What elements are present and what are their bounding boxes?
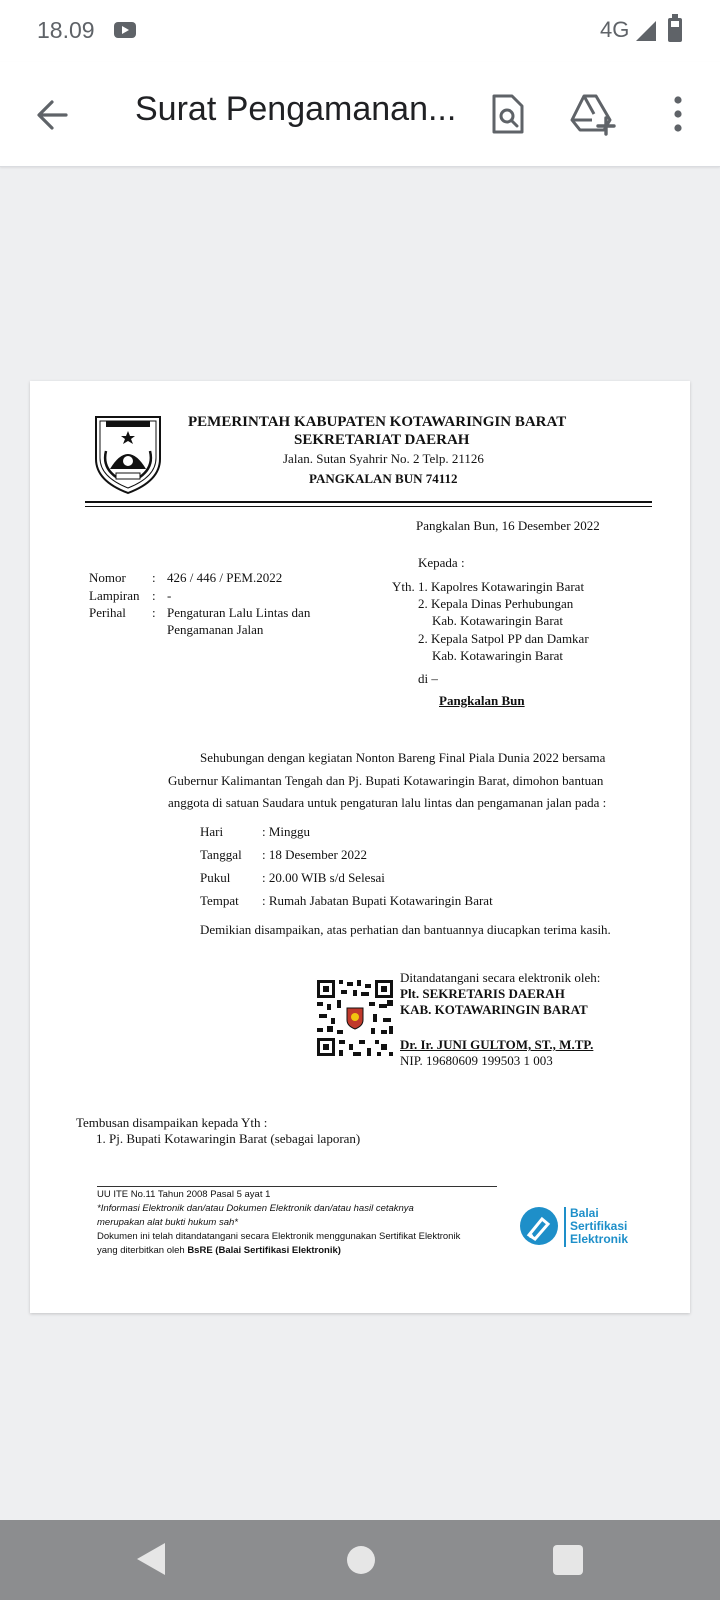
body-line: anggota di satuan Saudara untuk pengaturan lalu lintas dan pengamanan jalan pada : xyxy=(168,795,607,810)
app-toolbar xyxy=(0,62,720,167)
more-vert-icon xyxy=(652,88,704,140)
recipient-kepada: Kepada : xyxy=(418,555,465,570)
footer-line4-bold: BsRE (Balai Sertifikasi Elektronik) xyxy=(187,1245,341,1256)
document-title: Surat Pengamanan... xyxy=(135,90,457,128)
status-time: 18.09 xyxy=(37,17,95,43)
footer-italic-line1: *Informasi Elektronik dan/atau Dokumen Elektronik dan/atau hasil cetaknya xyxy=(97,1203,414,1214)
status-bar xyxy=(0,0,720,62)
bsre-pen-icon xyxy=(520,1207,558,1245)
more-options-button[interactable] xyxy=(652,88,704,140)
bsre-logo-text-2: Sertifikasi xyxy=(570,1219,628,1233)
footer-italic-line2: merupakan alat bukti hukum sah* xyxy=(97,1217,238,1228)
recipient-line: 2. Kepala Satpol PP dan Damkar xyxy=(418,631,589,646)
detail-value-hari: : Minggu xyxy=(262,824,311,839)
network-type: 4G xyxy=(600,17,630,42)
add-to-drive-button[interactable] xyxy=(566,88,618,140)
meta-nomor-label: Nomor xyxy=(89,570,126,585)
signature-note: Ditandatangani secara elektronik oleh: xyxy=(400,970,601,985)
letterhead-address: Jalan. Sutan Syahrir No. 2 Telp. 21126 xyxy=(283,451,484,466)
detail-label-hari: Hari xyxy=(200,824,224,839)
detail-label-pukul: Pukul xyxy=(200,870,231,885)
signature-title1: Plt. SEKRETARIS DAERAH xyxy=(400,986,565,1001)
letterhead-line2: SEKRETARIAT DAERAH xyxy=(294,432,470,448)
meta-perihal-value-cont: Pengamanan Jalan xyxy=(167,622,264,637)
bsre-logo-text-1: Balai xyxy=(570,1206,599,1220)
nav-back-button[interactable] xyxy=(137,1543,165,1575)
battery-icon xyxy=(668,18,682,42)
letterhead-city: PANGKALAN BUN 74112 xyxy=(309,471,458,486)
signature-title2: KAB. KOTAWARINGIN BARAT xyxy=(400,1002,588,1017)
recipient-di: di – xyxy=(418,671,438,686)
arrow-back-icon xyxy=(28,90,78,140)
meta-lampiran-label: Lampiran xyxy=(89,588,140,603)
tembusan-title: Tembusan disampaikan kepada Yth : xyxy=(76,1115,268,1130)
signature-qr-code xyxy=(315,978,395,1058)
find-in-document-button[interactable] xyxy=(482,88,534,140)
recipient-yth: Yth. xyxy=(392,579,415,594)
footer-line3: Dokumen ini telah ditandatangani secara Elektronik menggunakan Sertifikat Elektronik xyxy=(97,1231,461,1242)
signature-nip: NIP. 19680609 199503 1 003 xyxy=(400,1053,553,1068)
meta-lampiran-sep: : xyxy=(152,588,156,603)
back-button[interactable] xyxy=(28,90,78,140)
meta-nomor-sep: : xyxy=(152,570,156,585)
recipient-line: Kab. Kotawaringin Barat xyxy=(432,613,564,628)
meta-perihal-sep: : xyxy=(152,605,156,620)
meta-nomor-value: 426 / 446 / PEM.2022 xyxy=(167,570,283,585)
body-line: Sehubungan dengan kegiatan Nonton Bareng Final Piala Dunia 2022 bersama xyxy=(200,750,606,765)
youtube-notification-icon xyxy=(114,22,136,38)
closing-sentence: Demikian disampaikan, atas perhatian dan bantuannya diucapkan terima kasih. xyxy=(200,922,611,937)
recipient-line: Kab. Kotawaringin Barat xyxy=(432,648,564,663)
detail-value-tempat: : Rumah Jabatan Bupati Kotawaringin Barat xyxy=(262,893,493,908)
footer-law: UU ITE No.11 Tahun 2008 Pasal 5 ayat 1 xyxy=(97,1189,271,1200)
footer-line4 xyxy=(97,1245,341,1256)
meta-lampiran-value: - xyxy=(167,588,172,603)
detail-value-pukul: : 20.00 WIB s/d Selesai xyxy=(262,870,385,885)
recipient-line: 1. Kapolres Kotawaringin Barat xyxy=(418,579,585,594)
document-page[interactable] xyxy=(30,381,690,1313)
nav-home-button[interactable] xyxy=(347,1546,375,1574)
recipient-place: Pangkalan Bun xyxy=(439,693,525,708)
add-to-drive-icon xyxy=(566,88,618,140)
letterhead-rule-thick xyxy=(85,501,652,503)
letter-date: Pangkalan Bun, 16 Desember 2022 xyxy=(416,518,600,533)
nav-recents-button[interactable] xyxy=(553,1545,583,1575)
tembusan-item: 1. Pj. Bupati Kotawaringin Barat (sebagai laporan) xyxy=(96,1131,361,1146)
recipient-line: 2. Kepala Dinas Perhubungan xyxy=(418,596,574,611)
document-search-icon xyxy=(482,88,534,140)
detail-value-tanggal: : 18 Desember 2022 xyxy=(262,847,368,862)
system-navigation-bar xyxy=(0,1520,720,1600)
signature-name: Dr. Ir. JUNI GULTOM, ST., M.TP. xyxy=(400,1037,594,1052)
bsre-logo-text-3: Elektronik xyxy=(570,1232,629,1246)
meta-perihal-value: Pengaturan Lalu Lintas dan xyxy=(167,605,311,620)
signal-icon xyxy=(636,21,656,41)
body-line: Gubernur Kalimantan Tengah dan Pj. Bupati Kotawaringin Barat, dimohon bantuan xyxy=(168,773,604,788)
bsre-divider xyxy=(564,1207,566,1247)
detail-label-tanggal: Tanggal xyxy=(200,847,242,862)
footer-line4-prefix: yang diterbitkan oleh xyxy=(97,1245,188,1256)
letterhead-line1: PEMERINTAH KABUPATEN KOTAWARINGIN BARAT xyxy=(188,414,567,430)
detail-label-tempat: Tempat xyxy=(200,893,239,908)
meta-perihal-label: Perihal xyxy=(89,605,126,620)
footer-rule xyxy=(97,1186,497,1187)
bsre-logo-icon xyxy=(520,1207,558,1245)
letterhead-rule-thin xyxy=(85,506,652,507)
regency-emblem-logo xyxy=(92,411,164,495)
